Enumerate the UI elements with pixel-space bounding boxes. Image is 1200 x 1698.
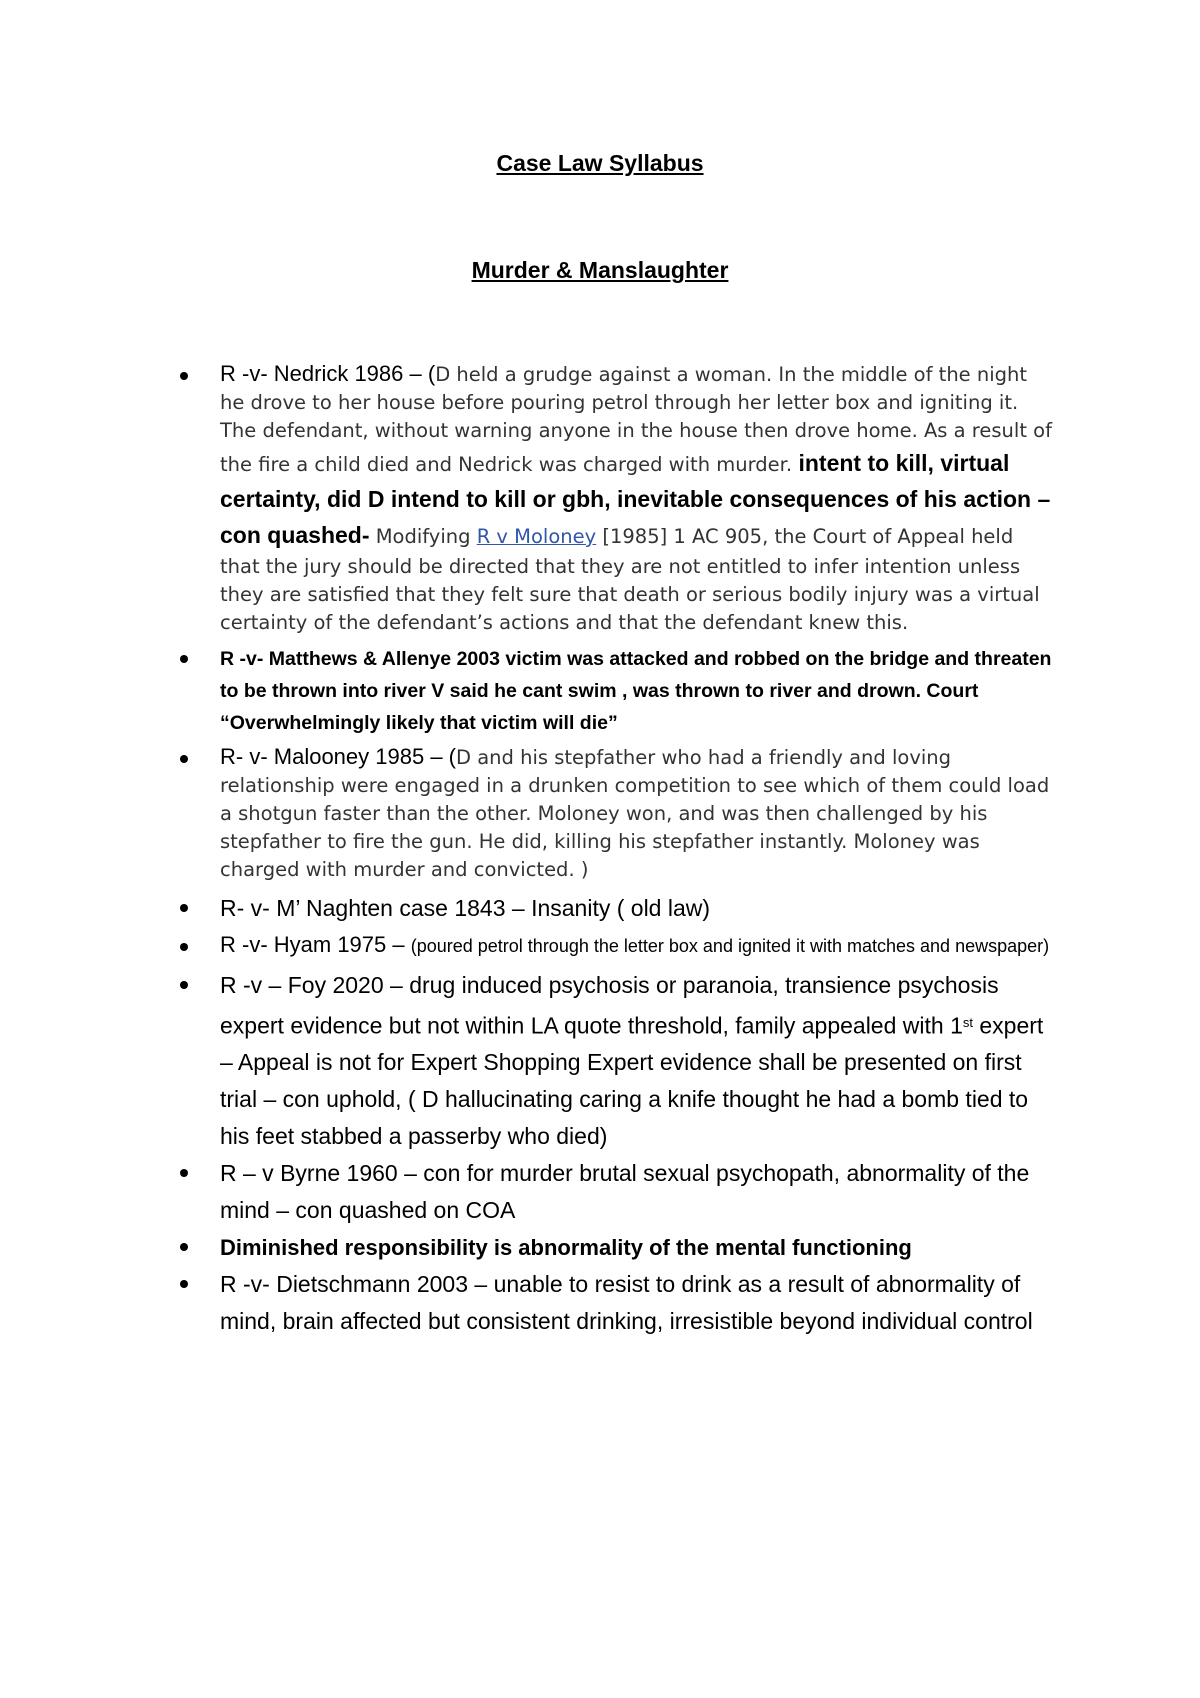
case-facts: D and his stepfather who had a friendly and loving relationship were engaged in a drunken competition to see which of them could load a shotgun faster than the other. Moloney won, and was then challenged by his stepfather to fire the gun. He did, killing his stepfather instantly. Moloney was charged with murder and convicted. )	[220, 746, 1050, 881]
case-text: R -v- Dietschmann 2003 – unable to resist to drink as a result of abnormality of mind, brain affected but consistent drinking, irresistible beyond individual control	[220, 1271, 1033, 1335]
bullet-icon	[180, 372, 188, 380]
case-matthews	[170, 643, 1055, 739]
case-facts: D held a grudge against a woman. In the middle of the night he drove to her house before pouring petrol through her letter box and igniting it. The defendant, without warning anyone in the house then drove home. As a result of the fire a child died and Nedrick was charged with murder.	[220, 363, 1052, 476]
case-dietschmann	[170, 1266, 1055, 1340]
moloney-link[interactable]: R v Moloney	[476, 525, 597, 548]
diminished-note	[170, 1229, 1055, 1266]
modifying-text: Modifying	[369, 525, 477, 548]
bullet-icon	[180, 655, 188, 663]
bullet-icon	[180, 1243, 188, 1251]
superscript: st	[962, 1015, 973, 1030]
case-facts: (poured petrol through the letter box and ignited it with matches and newspaper)	[410, 936, 1050, 956]
note-text: Diminished responsibility is abnormality of the mental functioning	[220, 1235, 912, 1261]
bullet-icon	[180, 981, 188, 989]
case-name: R -v- Nedrick 1986 – (	[220, 361, 436, 386]
bullet-icon	[180, 1280, 188, 1288]
case-text: R -v- Matthews & Allenye 2003 victim was attacked and robbed on the bridge and threaten to be thrown into river V said he cant swim , was thrown to river and drown. Court “Overwhelmingly likely that victim will die”	[220, 648, 1052, 734]
case-text: R- v- M’ Naghten case 1843 – Insanity ( old law)	[220, 895, 711, 921]
case-name: R- v- Malooney 1985 – (	[220, 744, 456, 769]
case-nedrick	[170, 360, 1055, 637]
bullet-icon	[180, 755, 188, 763]
bullet-icon	[180, 943, 188, 951]
case-hyam	[170, 931, 1055, 963]
case-malooney	[170, 743, 1055, 884]
page-title: Case Law Syllabus	[496, 150, 704, 176]
case-list	[170, 360, 1055, 1340]
case-byrne	[170, 1155, 1055, 1229]
case-text: R -v – Foy 2020 – drug induced psychosis or paranoia, transience psychosis expert evidence but not within LA quote threshold, family appealed with 1	[220, 972, 999, 1039]
bullet-icon	[180, 1169, 188, 1177]
section-title: Murder & Manslaughter	[471, 257, 729, 283]
case-text: R – v Byrne 1960 – con for murder brutal sexual psychopath, abnormality of the mind – con quashed on COA	[220, 1160, 1030, 1224]
case-name: R -v- Hyam 1975 –	[220, 932, 411, 957]
bullet-icon	[180, 904, 188, 912]
case-holding: , the Court of Appeal held that the jury should be directed that they are not entitled to infer intention unless they are satisfied that they felt sure that death or serious bodily injury was a virtual certainty of the defendant’s actions and that the defendant knew this.	[220, 525, 1040, 634]
case-foy	[170, 967, 1055, 1155]
case-mnaghten	[170, 890, 1055, 927]
citation-text: [1985] 1 AC 905	[596, 525, 763, 548]
case-text-cont: expert – Appeal is not for Expert Shopping Expert evidence shall be presented on first trial – con uphold, ( D hallucinating caring a knife thought he had a bomb tied to his feet stabbed a passerby who died)	[220, 1012, 1044, 1150]
case-points: intent to kill, virtual certainty, did D intend to kill or gbh, inevitable consequences of his action – con quashed-	[220, 450, 1051, 548]
